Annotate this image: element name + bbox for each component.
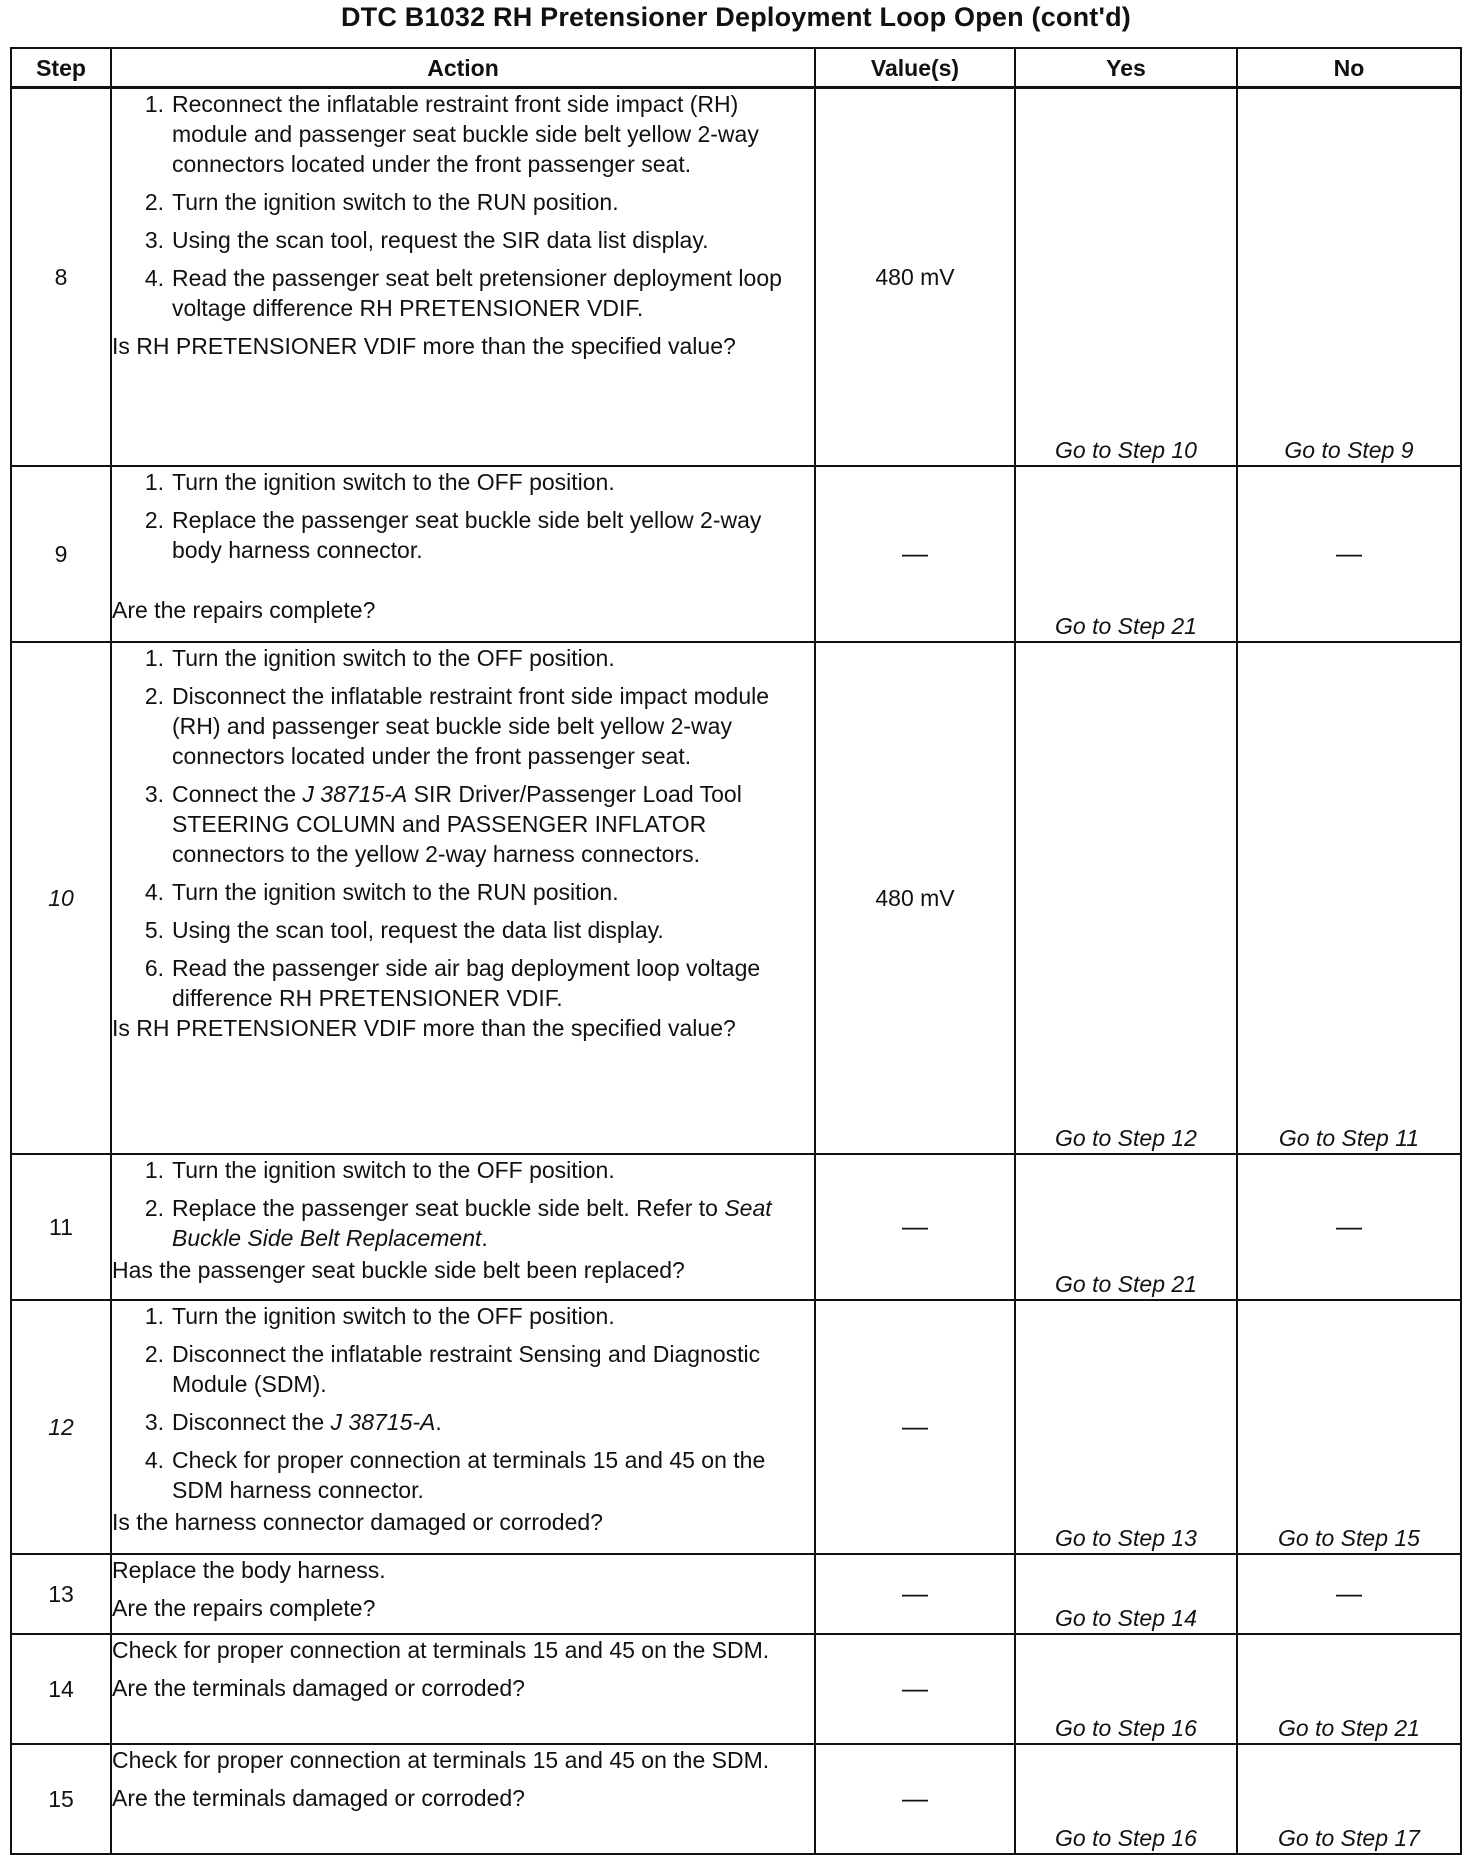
yes-cell: Go to Step 21: [1015, 466, 1237, 642]
step-number: 13: [11, 1554, 111, 1634]
action-text: Replace the body harness.: [112, 1556, 386, 1583]
value-cell: —: [815, 1744, 1015, 1854]
action-question: Has the passenger seat buckle side belt been replaced?: [112, 1256, 685, 1283]
header-no: No: [1237, 48, 1461, 88]
step-number: 14: [11, 1634, 111, 1744]
list-item: 3. Using the scan tool, request the SIR data list display.: [144, 227, 709, 253]
header-values: Value(s): [815, 48, 1015, 88]
no-cell: —: [1237, 1554, 1461, 1634]
list-item: 2. Disconnect the inflatable restraint front side impact module (RH) and passenger seat buckle side belt yellow 2-way connectors located under the front passenger seat.: [144, 682, 770, 769]
action-text: Check for proper connection at terminals 15 and 45 on the SDM.: [112, 1746, 770, 1773]
no-cell: —: [1237, 1154, 1461, 1300]
action-list: [112, 467, 814, 565]
list-item: 2. Disconnect the inflatable restraint Sensing and Diagnostic Module (SDM).: [144, 1340, 761, 1397]
action-cell: [111, 1300, 815, 1554]
table-row-step-11: [11, 1154, 1461, 1300]
yes-cell: Go to Step 16: [1015, 1744, 1237, 1854]
list-item: 2. Turn the ignition switch to the RUN position.: [144, 189, 619, 215]
value-cell: —: [815, 1300, 1015, 1554]
action-list: [112, 1155, 814, 1253]
yes-cell: Go to Step 13: [1015, 1300, 1237, 1554]
no-cell: Go to Step 11: [1237, 642, 1461, 1154]
tool-reference: J 38715-A: [302, 780, 408, 807]
tool-reference: J 38715-A: [330, 1408, 436, 1435]
table-row-step-12: [11, 1300, 1461, 1554]
table-row-step-13: [11, 1554, 1461, 1634]
table-row-step-9: [11, 466, 1461, 642]
action-cell: [111, 88, 815, 466]
step-number: 10: [11, 642, 111, 1154]
action-question: Are the repairs complete?: [112, 1594, 376, 1621]
header-step: Step: [11, 48, 111, 88]
action-cell: [111, 1554, 815, 1634]
step-number: 12: [11, 1300, 111, 1554]
action-list: [112, 89, 814, 323]
list-item: 4. Turn the ignition switch to the RUN position.: [144, 878, 619, 905]
table-row-step-8: [11, 88, 1461, 466]
header-row: [11, 48, 1461, 88]
value-cell: —: [815, 466, 1015, 642]
action-question: Is the harness connector damaged or corroded?: [112, 1508, 603, 1535]
list-item: 4. Read the passenger seat belt pretensioner deployment loop voltage difference RH PRETENSIONER VDIF.: [144, 265, 782, 321]
no-cell: Go to Step 21: [1237, 1634, 1461, 1744]
yes-cell: Go to Step 21: [1015, 1154, 1237, 1300]
action-question: Are the terminals damaged or corroded?: [112, 1674, 525, 1701]
list-item: 1. Turn the ignition switch to the OFF position.: [144, 468, 615, 495]
yes-cell: Go to Step 12: [1015, 642, 1237, 1154]
list-item: 3. Connect the J 38715-A SIR Driver/Passenger Load Tool STEERING COLUMN and PASSENGER INFLATOR connectors to the yellow 2-way harness connectors.: [144, 780, 742, 867]
list-item: 1. Turn the ignition switch to the OFF position.: [144, 644, 615, 671]
action-question: Are the repairs complete?: [112, 596, 376, 623]
list-item: 2. Replace the passenger seat buckle side belt. Refer to Seat Buckle Side Belt Replacement.: [144, 1194, 772, 1251]
value-cell: 480 mV: [815, 642, 1015, 1154]
table-row-step-15: [11, 1744, 1461, 1854]
list-item: 4. Check for proper connection at terminals 15 and 45 on the SDM harness connector.: [144, 1446, 766, 1503]
action-cell: [111, 1744, 815, 1854]
list-item: 1. Turn the ignition switch to the OFF position.: [144, 1302, 615, 1329]
action-question: Is RH PRETENSIONER VDIF more than the specified value?: [112, 333, 736, 359]
page-title: DTC B1032 RH Pretensioner Deployment Loop Open (cont'd): [340, 2, 1131, 32]
list-item: 5. Using the scan tool, request the data list display.: [144, 916, 664, 943]
action-list: [112, 1301, 814, 1505]
value-cell: —: [815, 1554, 1015, 1634]
yes-cell: Go to Step 10: [1015, 88, 1237, 466]
step-number: 11: [11, 1154, 111, 1300]
table-row-step-10: [11, 642, 1461, 1154]
yes-cell: Go to Step 16: [1015, 1634, 1237, 1744]
no-cell: Go to Step 17: [1237, 1744, 1461, 1854]
step-number: 9: [11, 466, 111, 642]
yes-cell: Go to Step 14: [1015, 1554, 1237, 1634]
action-cell: [111, 1154, 815, 1300]
list-item: 3. Disconnect the J 38715-A.: [144, 1408, 442, 1435]
header-action: Action: [111, 48, 815, 88]
list-item: 1. Reconnect the inflatable restraint front side impact (RH) module and passenger seat buckle side belt yellow 2-way connectors located under the front passenger seat.: [144, 91, 759, 177]
list-item: 2. Replace the passenger seat buckle side belt yellow 2-way body harness connector.: [144, 506, 762, 563]
value-cell: —: [815, 1634, 1015, 1744]
manual-reference: Seat Buckle Side Belt Replacement: [172, 1194, 772, 1251]
step-number: 8: [11, 88, 111, 466]
no-cell: Go to Step 9: [1237, 88, 1461, 466]
no-cell: Go to Step 15: [1237, 1300, 1461, 1554]
list-item: 1. Turn the ignition switch to the OFF position.: [144, 1156, 615, 1183]
action-question: Are the terminals damaged or corroded?: [112, 1784, 525, 1811]
value-cell: —: [815, 1154, 1015, 1300]
table-row-step-14: [11, 1634, 1461, 1744]
action-cell: [111, 642, 815, 1154]
value-cell: 480 mV: [815, 88, 1015, 466]
step-number: 15: [11, 1744, 111, 1854]
header-yes: Yes: [1015, 48, 1237, 88]
action-text: Check for proper connection at terminals 15 and 45 on the SDM.: [112, 1636, 770, 1663]
action-question: Is RH PRETENSIONER VDIF more than the specified value?: [112, 1014, 736, 1041]
action-list: [112, 643, 814, 1013]
list-item: 6. Read the passenger side air bag deployment loop voltage difference RH PRETENSIONER VDIF.: [144, 954, 761, 1011]
action-cell: [111, 466, 815, 642]
no-cell: —: [1237, 466, 1461, 642]
diagnostic-table: [10, 47, 1462, 1855]
action-cell: [111, 1634, 815, 1744]
